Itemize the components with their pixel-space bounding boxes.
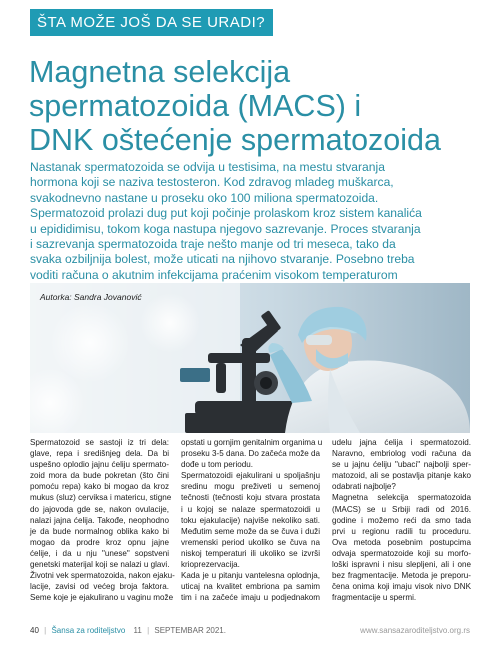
body-line: lacije, zavisi od većeg broja faktora. xyxy=(30,582,169,592)
body-line: mukus (sluz) cerviksa i matericu, stigne xyxy=(30,493,172,503)
body-line: udelu jajna ćelija i spermatozoid. xyxy=(332,438,471,447)
issue-number: 11 xyxy=(133,626,142,635)
body-line: genetski materijal koji se nalazi u glavi. xyxy=(30,560,170,570)
body-line: sredinu mogu preživeti u semenoj xyxy=(181,482,320,492)
body-line: do jajovoda gde se, nakon ovulacije, xyxy=(30,504,169,514)
body-line: uspešno oplodio jajnu ćeliju spermato- xyxy=(30,460,169,470)
body-line: prvi u regionu radili tu proceduru. xyxy=(332,526,471,536)
hero-photo xyxy=(30,283,470,433)
body-line: Međutim seme može da se čuva i duži xyxy=(181,526,320,536)
body-line: Naravno, embriolog vodi računa da xyxy=(332,449,471,459)
body-line: Magnetna selekcija spermatozoida xyxy=(332,493,471,503)
body-line: (MACS) se u Srbiji radi od 2016. xyxy=(332,504,471,514)
lab-microscope-illustration xyxy=(30,283,470,433)
lead-line: hormona koji se naziva testosteron. Kod zdravog mladeg muškarca, xyxy=(30,175,394,190)
lead-line: i sazrevanja spermatozoida traje nešto manje od tri meseca, tako da xyxy=(30,237,396,252)
body-line: glave, repa i središnjeg dela. Da bi xyxy=(30,449,169,459)
lead-line: svaka ozbiljnija bolest, može uticati na njihovo stvaranje. Posebno treba xyxy=(30,252,415,267)
body-line: čena onima koji imaju visok nivo DNK xyxy=(332,582,471,592)
body-line: se u jajnu ćeliju "ubaci" najbolji sper- xyxy=(332,460,471,470)
body-line: odvaja spermatozoide koji su morfo- xyxy=(332,548,471,558)
body-line: je da bude normalnog oblika kako bi xyxy=(30,526,169,536)
body-line: toku ejakulacije) najviše nekoliko sati. xyxy=(181,515,320,525)
magazine-name: Šansa za roditeljstvo xyxy=(51,626,126,635)
body-line: proseku 3-5 dana. Do začeća može da xyxy=(181,449,321,459)
body-line: Spermatozoid se sastoji iz tri dela: xyxy=(30,438,169,447)
body-line: Seme koje je ejakulirano u vaginu može xyxy=(30,593,174,603)
body-line: krioprezervacija. xyxy=(181,560,240,570)
body-line: pomoću repa) kako bi mogao da kroz xyxy=(30,482,169,492)
lead-line: u epididimisu, tokom koga nastupa njegovo sazrevanje. Proces stvaranja xyxy=(30,221,421,236)
body-line: godine i možemo reći da smo tada xyxy=(332,515,471,525)
body-line: dođe u tom periodu. xyxy=(181,460,253,470)
body-line: nalazi jajna ćelija. Takođe, neophodno xyxy=(30,515,169,525)
lead-line: Nastanak spermatozoida se odvija u testisima, na mestu stvaranja xyxy=(30,160,385,174)
author-credit: Autorka: Sandra Jovanović xyxy=(40,292,142,302)
body-line: bez fragmentacije. Metoda je preporu- xyxy=(332,571,471,581)
article-title xyxy=(29,55,479,157)
body-line: Ova metoda posebnim postupcima xyxy=(332,537,471,547)
body-line: Spermatozoidi ejakulirani u spoljašnju xyxy=(181,471,320,481)
body-line: Životni vek spermatozoida, nakon ejaku- xyxy=(30,571,175,581)
body-line: tim i na začeće imaju u podjednakom xyxy=(181,593,320,603)
body-line: Kada je u pitanju vantelesna oplodnja, xyxy=(181,571,320,581)
page-footer xyxy=(30,625,470,639)
body-line: uticaj na kvalitet embriona pa samim xyxy=(181,582,320,592)
body-line: i u kojoj se nalaze spermatozoidi u xyxy=(181,504,320,514)
footer-left xyxy=(30,625,226,637)
lead-line: voditi računa o akutnim infekcijama praćenim visokom temperaturom xyxy=(30,267,398,282)
body-line: zoid mora da bude pokretan (što čini xyxy=(30,471,169,481)
website-link[interactable]: www.sansazaroditeljstvo.org.rs xyxy=(360,626,470,635)
body-line: opstati u gornjim genitalnim organima u xyxy=(181,438,323,447)
body-line: tečnosti (tečnosti koju stvara prostata xyxy=(181,493,320,503)
body-column-3 xyxy=(332,437,471,603)
lead-line: svakodnevno nastane u proseku oko 100 miliona spermatozoida. xyxy=(30,190,379,205)
footer-separator: | xyxy=(147,626,150,635)
body-line: mogao da prodre kroz opnu jajne xyxy=(30,537,169,547)
section-kicker: ŠTA MOŽE JOŠ DA SE URADI? xyxy=(30,9,273,36)
footer-separator: | xyxy=(44,626,47,635)
body-line: loški ispravni i nisu slepljeni, ali i one xyxy=(332,560,471,570)
issue-date: SEPTEMBAR 2021. xyxy=(154,626,226,635)
body-line: odabrati najbolje? xyxy=(332,482,396,492)
article-body xyxy=(30,437,470,617)
body-line: niskoj temperaturi ili ukoliko se izvrši xyxy=(181,548,320,558)
title-line: spermatozoida (MACS) i xyxy=(29,89,362,123)
body-line: vremenski period ukoliko se čuva na xyxy=(181,537,320,547)
page-number: 40 xyxy=(30,626,39,635)
title-line: DNK oštećenje spermatozoida xyxy=(29,123,441,157)
lead-paragraph xyxy=(30,160,475,283)
title-line: Magnetna selekcija xyxy=(29,55,291,89)
body-column-2 xyxy=(181,437,323,603)
body-line: ćelije, i da u nju "unese" sopstveni xyxy=(30,548,169,558)
body-line: fragmentacije u spermi. xyxy=(332,593,417,603)
lead-line: Spermatozoid prolazi dug put koji počinje prolaskom kroz sistem kanalića xyxy=(30,206,422,221)
body-line: matozoid, ali se postavlja pitanje kako xyxy=(332,471,471,481)
body-column-1 xyxy=(30,437,175,603)
